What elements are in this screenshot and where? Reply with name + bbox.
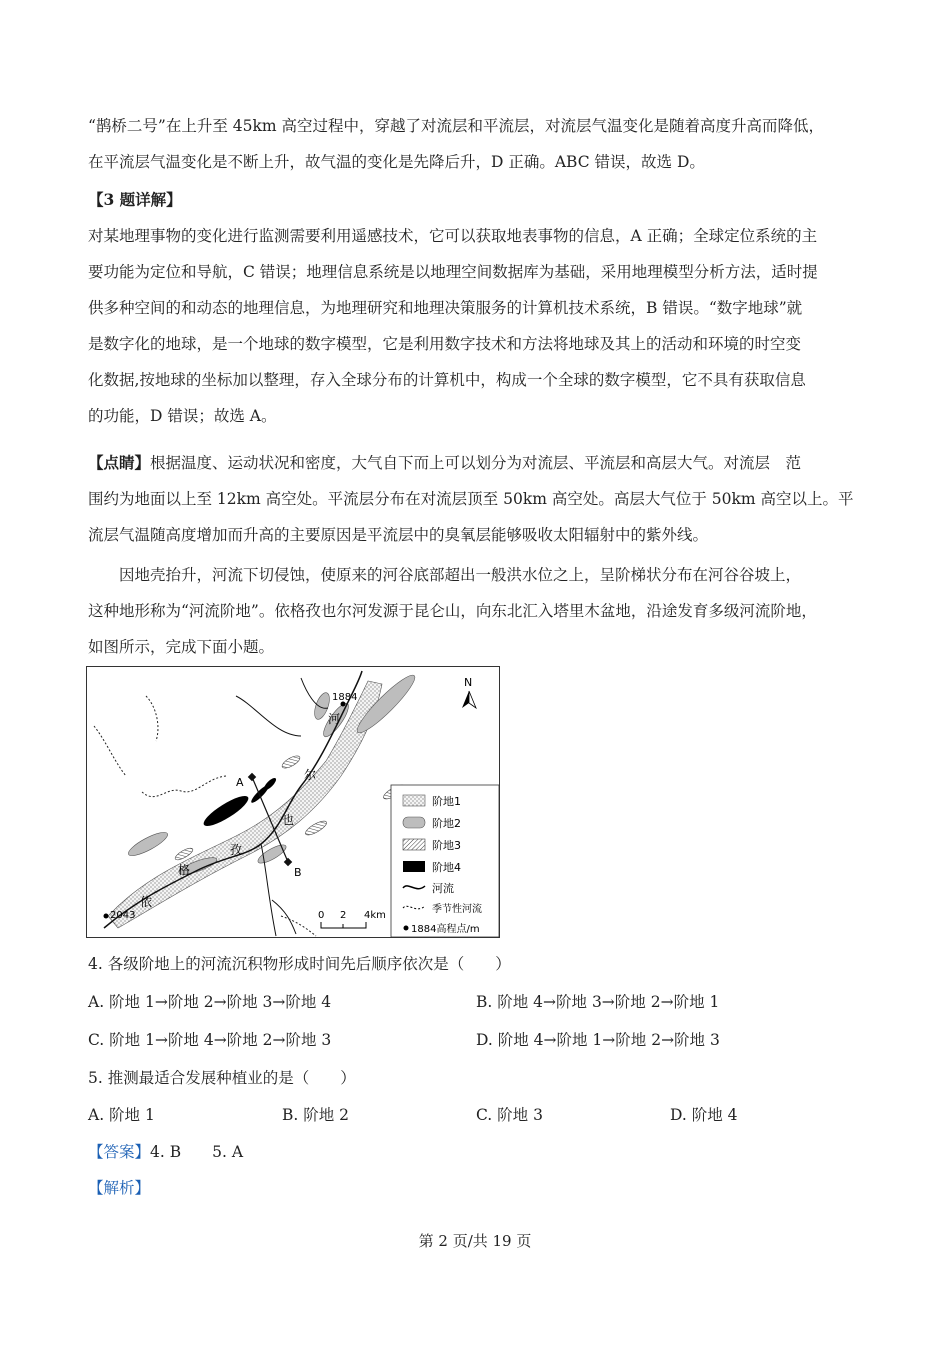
point-a-label: A [236, 776, 244, 789]
text-line: 供多种空间的和动态的地理信息，为地理研究和地理决策服务的计算机技术系统，B 错误。“数字地球”就 [88, 299, 803, 317]
legend-swatch-elev [404, 926, 409, 931]
legend-label: 河流 [432, 882, 454, 895]
page-footer: 第 2 页/共 19 页 [418, 1232, 532, 1250]
paragraph-qiaoqiao [88, 108, 878, 180]
q4-option-c: C. 阶地 1→阶地 4→阶地 2→阶地 3 [88, 1031, 332, 1049]
q5-option-c: C. 阶地 3 [476, 1106, 543, 1124]
river-name-char: 也 [282, 813, 295, 827]
text-line: 要功能为定位和导航，C 错误；地理信息系统是以地理空间数据库为基础，采用地理模型分析方法，适时提 [88, 263, 818, 281]
q4-option-d: D. 阶地 4→阶地 1→阶地 2→阶地 3 [476, 1031, 720, 1049]
q5-option-b: B. 阶地 2 [282, 1106, 350, 1124]
dianjing-note [88, 445, 878, 553]
text-line: 在平流层气温变化是不断上升，故气温的变化是先降后升，D 正确。ABC 错误，故选 D。 [88, 153, 705, 171]
text-line: 如图所示，完成下面小题。 [88, 638, 275, 656]
legend-swatch-terrace3 [403, 839, 425, 850]
section-3-explanation [88, 182, 878, 434]
river-name-char: 格 [178, 863, 191, 877]
legend-swatch-terrace4 [403, 861, 425, 872]
text-line: 因地壳抬升，河流下切侵蚀，使原来的河谷底部超出一般洪水位之上，呈阶梯状分布在河谷谷坡上， [119, 566, 802, 584]
legend-label: 季节性河流 [432, 904, 482, 915]
svg-text:4km: 4km [364, 910, 386, 921]
text-line: 根据温度、运动状况和密度，大气自下而上可以划分为对流层、平流层和高层大气。对流层 范 [150, 454, 802, 472]
question-5-stem: 5. 推测最适合发展种植业的是（ ） [88, 1069, 356, 1087]
analysis-label: 【解析】 [88, 1179, 151, 1197]
legend-label: 阶地2 [432, 817, 461, 830]
text-line: 围约为地面以上至 12km 高空处。平流层分布在对流层顶至 50km 高空处。高层大气位于 50km 高空以上。平 [88, 490, 854, 508]
legend-label: 阶地4 [432, 861, 461, 874]
q5-option-d: D. 阶地 4 [670, 1106, 738, 1124]
terrace-intro [88, 557, 878, 665]
river-name-char: 河 [328, 712, 341, 726]
dianjing-label: 【点睛】 [88, 453, 151, 472]
svg-text:N: N [464, 676, 473, 689]
legend-swatch-terrace2 [403, 817, 425, 828]
svg-text:0: 0 [318, 910, 325, 921]
q4-option-b: B. 阶地 4→阶地 3→阶地 2→阶地 1 [476, 993, 720, 1011]
text-line: 对某地理事物的变化进行监测需要利用遥感技术，它可以获取地表事物的信息，A 正确；全球定位系统的主 [88, 227, 818, 245]
legend-swatch-terrace1 [403, 795, 425, 806]
elevation-label-top: 1884 [332, 692, 358, 703]
question-4-stem: 4. 各级阶地上的河流沉积物形成时间先后顺序依次是（ ） [88, 955, 511, 973]
text-line: 流层气温随高度增加而升高的主要原因是平流层中的臭氧层能够吸收太阳辐射中的紫外线。 [88, 526, 709, 544]
answer-value: 4. B 5. A [150, 1143, 244, 1161]
answer-label: 【答案】 [88, 1143, 151, 1161]
river-terrace-map [86, 666, 500, 938]
legend-label: 阶地1 [432, 795, 461, 808]
text-line: 是数字化的地球，是一个地球的数字模型，它是利用数字技术和方法将地球及其上的活动和环境的时空变 [88, 335, 802, 353]
river-name-char: 依 [140, 895, 153, 909]
map-legend [391, 785, 499, 937]
river-name-char: 尔 [304, 768, 317, 782]
section-heading: 【3 题详解】 [88, 190, 182, 209]
legend-label: 阶地3 [432, 839, 461, 852]
text-line: 的功能，D 错误；故选 A。 [88, 407, 277, 425]
svg-text:2: 2 [340, 910, 347, 921]
legend-label: 1884高程点/m [411, 924, 480, 935]
text-line: “鹊桥二号”在上升至 45km 高空过程中，穿越了对流层和平流层，对流层气温变化是随着高度升高而降低， [88, 117, 825, 135]
answer-line [88, 1140, 243, 1162]
q4-option-a: A. 阶地 1→阶地 2→阶地 3→阶地 4 [88, 993, 332, 1011]
q5-option-a: A. 阶地 1 [88, 1106, 155, 1124]
river-name-char: 孜 [230, 843, 243, 857]
point-b-label: B [294, 866, 302, 879]
elevation-point [104, 914, 109, 919]
text-line: 化数据,按地球的坐标加以整理，存入全球分布的计算机中，构成一个全球的数字模型，它不具有获取信息 [88, 371, 806, 389]
text-line: 这种地形称为“河流阶地”。依格孜也尔河发源于昆仑山，向东北汇入塔里木盆地，沿途发育多级河流阶地， [88, 602, 817, 620]
elevation-label-bottom: 2043 [110, 910, 136, 921]
